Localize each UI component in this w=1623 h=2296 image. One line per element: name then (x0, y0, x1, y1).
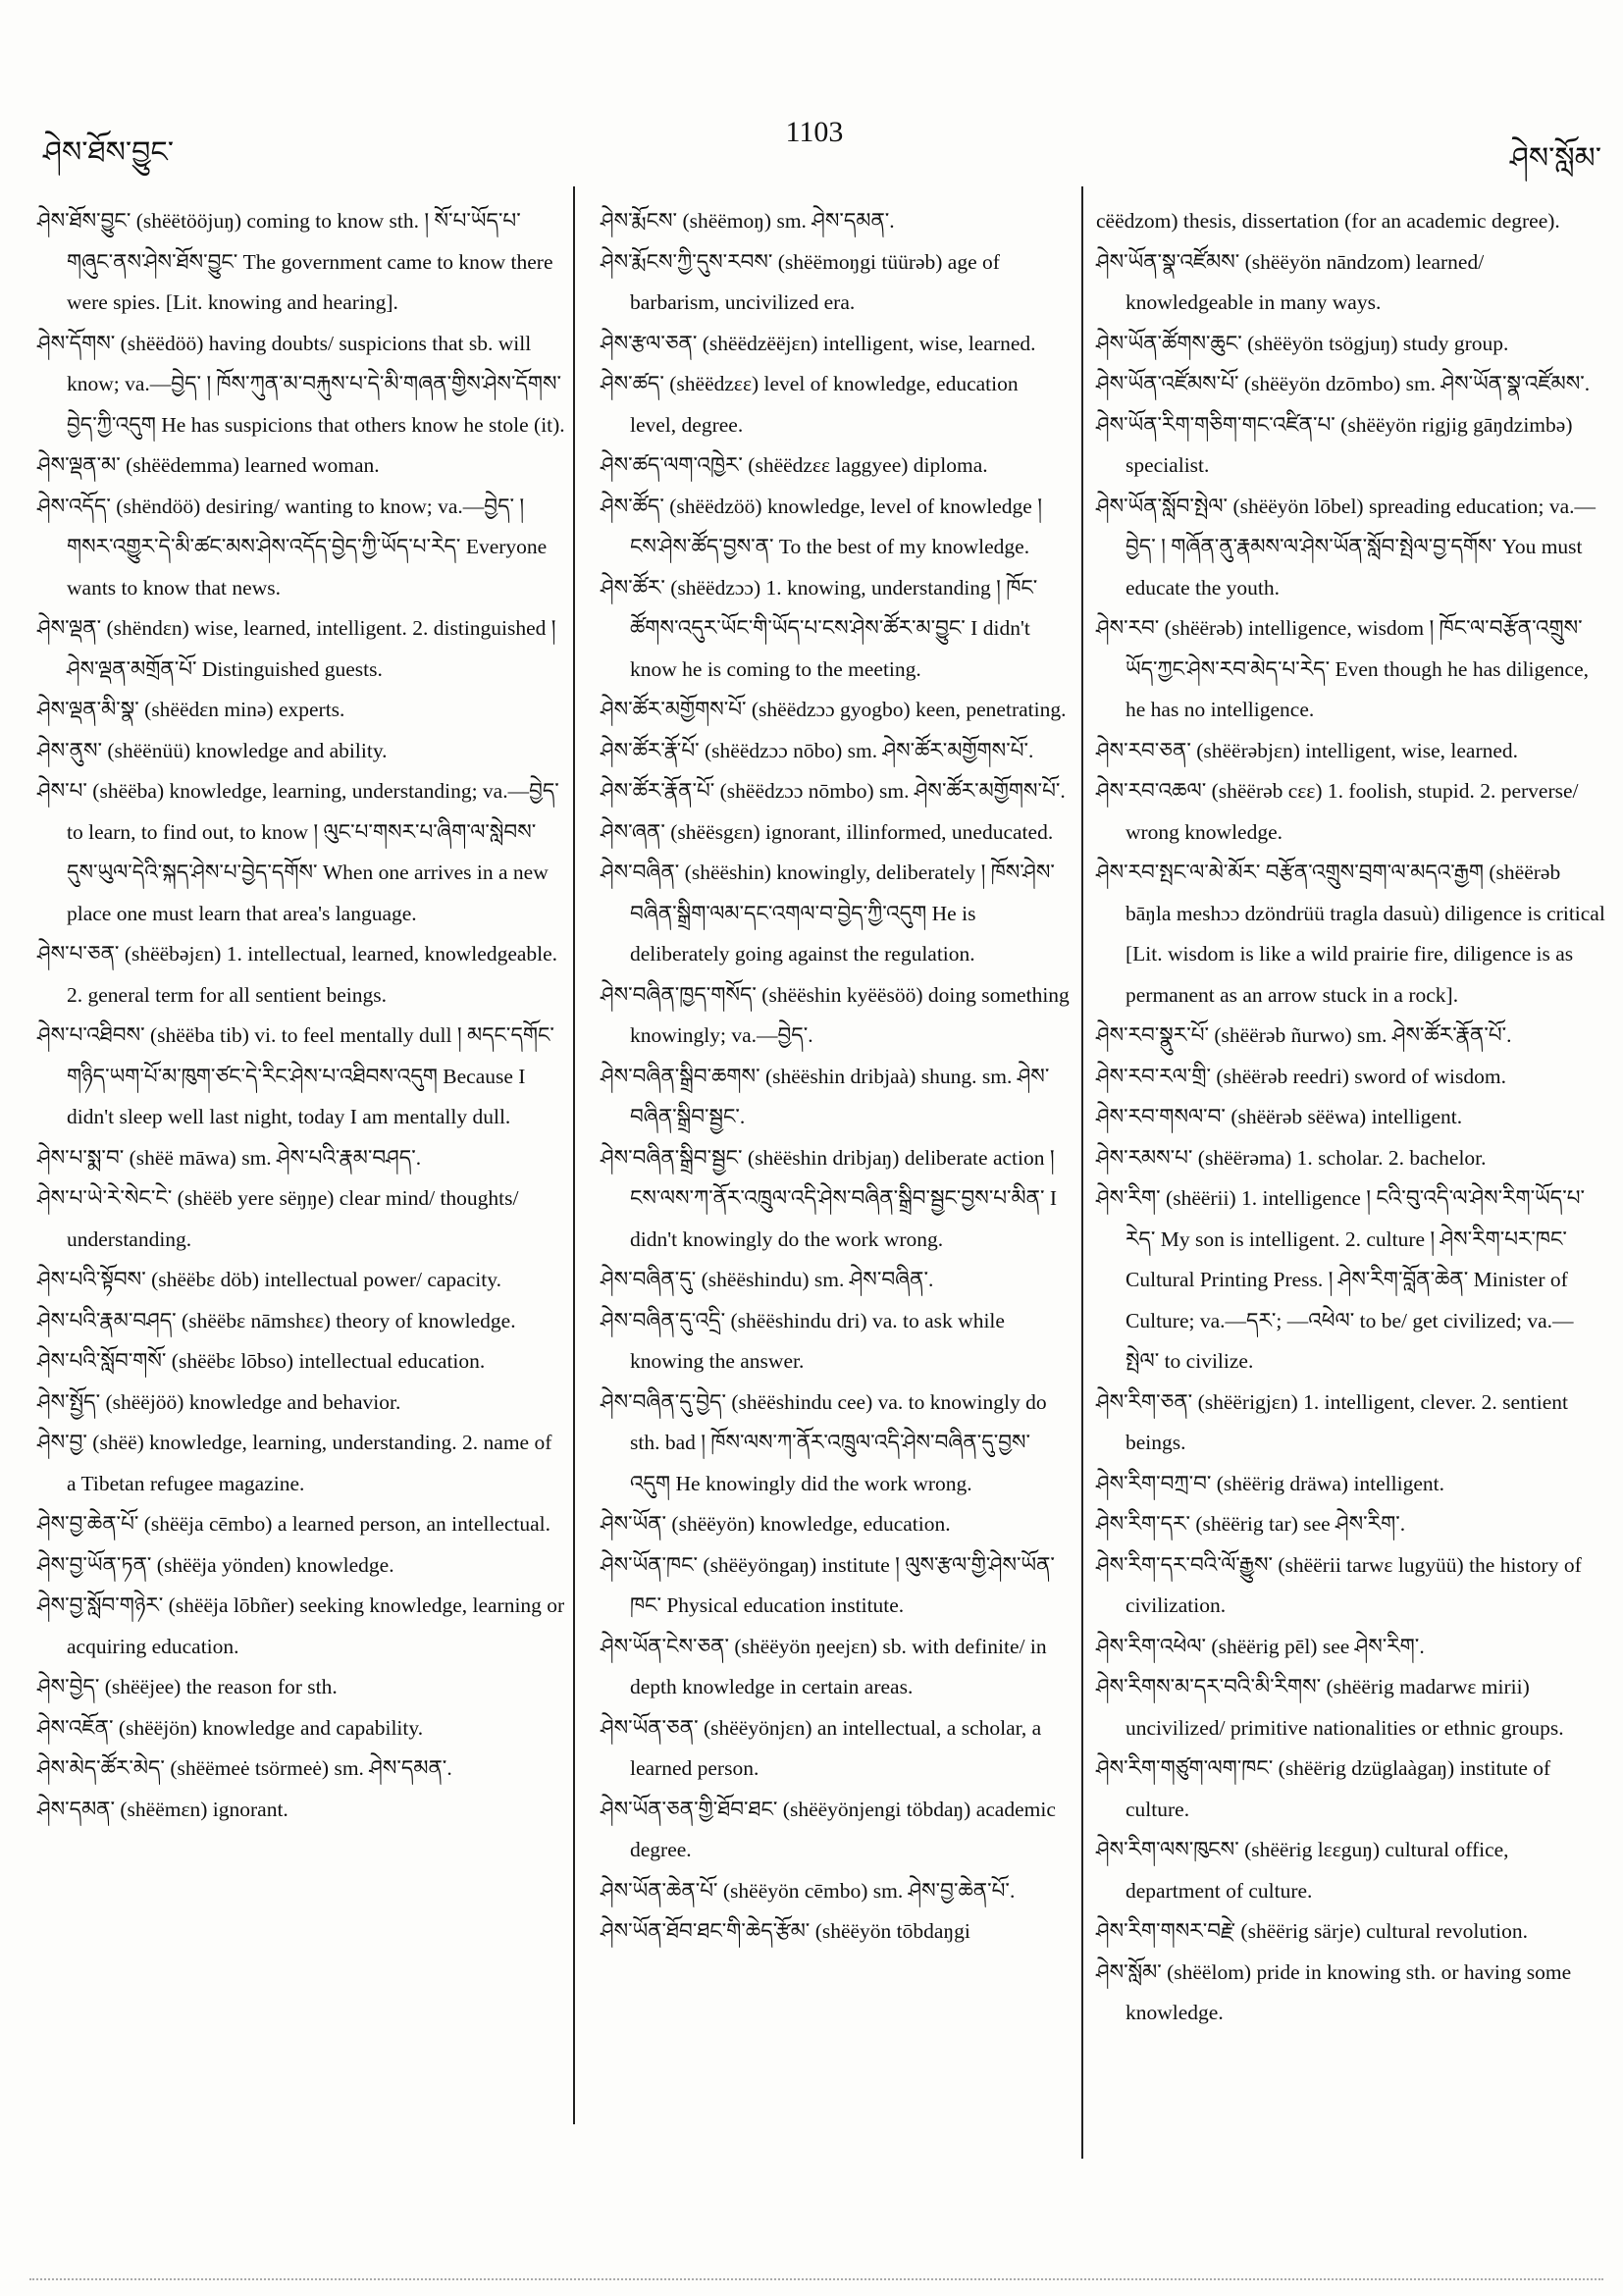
dictionary-entry: ཤེས་བཞིན་དུ་བྱེད་ (shëëshindu cee) va. to knowingly do sth. bad ། ཁོས་ལས་ཀ་ནོར་འཁྲུལ་འདི་ཤེས་བཞིན་དུ་བྱས་འདུག He knowingly did the work wrong. (601, 1389, 1047, 1495)
dictionary-entry: ཤེས་དོགས་ (shëëdöö) having doubts/ suspicions that sb. will know; va.—བྱེད་ ། ཁོས་ཀུན་མ་བརྐུས་པ་དེ་མི་གཞན་གྱིས་ཤེས་དོགས་བྱེད་ཀྱི་འདུག He has suspicions that others know he stole (it). (37, 331, 565, 437)
dictionary-entry: ཤེས་སློམ་ (shëëlom) pride in knowing sth. or having some knowledge. (1096, 1959, 1572, 2024)
dictionary-entry: ཤེས་པ་ (shëëba) knowledge, learning, understanding; va.—བྱེད་ to learn, to find out, to know ། ལུང་པ་གསར་པ་ཞིག་ལ་སླེབས་དུས་ཡུལ་དེའི་སྐད་ཤེས་པ་བྱེད་དགོས་ When one arrives in a new place one must learn that area's language. (37, 779, 559, 925)
dictionary-entry: ཤེས་བྱ་ཆེན་པོ་ (shëëja cēmbo) a learned person, an intellectual. (37, 1512, 551, 1536)
dictionary-entry: ཤེས་བྱ་ཡོན་ཏན་ (shëëja yönden) knowledge. (37, 1552, 394, 1577)
dictionary-entry: ཤེས་རྨོངས་ (shëëmoŋ) sm. ཤེས་དམན་. (601, 209, 895, 233)
dictionary-entry: ཤེས་པ་ཅན་ (shëëbəjɛn) 1. intellectual, learned, knowledgeable. 2. general term for all sentient beings. (37, 942, 558, 1007)
dictionary-entry: ཤེས་རབ་གསལ་བ་ (shëërəb sëëwa) intelligent. (1096, 1105, 1463, 1128)
dictionary-entry: ཤེས་ཡོན་ཁང་ (shëëyöngaŋ) institute ། ལུས་རྩལ་གྱི་ཤེས་ཡོན་ཁང་ Physical education institute. (601, 1552, 1055, 1617)
dictionary-entry: ཤེས་དམན་ (shëëmɛn) ignorant. (37, 1797, 288, 1821)
dictionary-entry: ཤེས་བྱེད་ (shëëjee) the reason for sth. (37, 1675, 338, 1698)
dictionary-entry: ཤེས་རབ་ (shëërəb) intelligence, wisdom ། ཁོང་ལ་བརྩོན་འགྲུས་ཡོད་ཀྱང་ཤེས་རབ་མེད་པ་རེད་ Even though he has diligence, he has no intelligence. (1096, 616, 1590, 721)
dictionary-entry: ཤེས་ཚོར་མགྱོགས་པོ་ (shëëdzɔɔ gyogbo) keen, penetrating. (601, 698, 1067, 721)
dictionary-entry: ཤེས་རམས་པ་ (shëërəma) 1. scholar. 2. bachelor. (1096, 1145, 1487, 1170)
dictionary-entry: ཤེས་ཡོན་ཅན་ (shëëyönjɛn) an intellectual, a scholar, a learned person. (601, 1715, 1042, 1780)
dictionary-entry: ཤེས་མེད་ཚོར་མེད་ (shëëmeė tsörmeė) sm. ཤེས་དམན་. (37, 1756, 452, 1780)
dictionary-entry: ཤེས་བྱ་སློབ་གཉེར་ (shëëja lōbñer) seeking knowledge, learning or acquiring education. (37, 1593, 565, 1658)
dictionary-entry: ཤེས་ཚོར་རྣོན་པོ་ (shëëdzɔɔ nōmbo) sm. ཤེས་ཚོར་མགྱོགས་པོ་. (601, 779, 1066, 803)
dictionary-entry: ཤེས་ཚད་ (shëëdzɛɛ) level of knowledge, education level, degree. (601, 372, 1019, 437)
dictionary-entry: ཤེས་པའི་སྟོབས་ (shëëbɛ döb) intellectual power/ capacity. (37, 1268, 501, 1291)
dictionary-entry: ཤེས་ཡོན་ཅན་གྱི་ཐོབ་ཐང་ (shëëyönjengi töbdaŋ) academic degree. (601, 1797, 1056, 1861)
dictionary-entry: ཤེས་རྩལ་ཅན་ (shëëdzëëjɛn) intelligent, wise, learned. (601, 331, 1036, 355)
right-guide-word: ཤེས་སློམ་ (1509, 142, 1601, 175)
dictionary-entry: ཤེས་ཡོན་ཆེན་པོ་ (shëëyön cēmbo) sm. ཤེས་བྱ་ཆེན་པོ་. (601, 1878, 1016, 1903)
dictionary-entry: ཤེས་རིག་ལས་ཁུངས་ (shëërig lɛɛguŋ) cultural office, department of culture. (1096, 1838, 1509, 1903)
dictionary-entry: ཤེས་རབ་འཆལ་ (shëërəb cɛɛ) 1. foolish, stupid. 2. perverse/ wrong knowledge. (1096, 779, 1579, 844)
dictionary-entry: ཤེས་རིག་དར་བའི་ལོ་རྒྱུས་ (shëërii tarwɛ lugyüü) the history of civilization. (1096, 1552, 1582, 1617)
dictionary-entry: ཤེས་རབ་སྣུར་པོ་ (shëërəb ñurwo) sm. ཤེས་ཚོར་རྣོན་པོ་. (1096, 1023, 1512, 1047)
dictionary-entry: ཤེས་ལྡན་མི་སྣ་ (shëëdɛn minə) experts. (37, 698, 345, 721)
column-divider (573, 186, 575, 2124)
dictionary-entry: ཤེས་བྱ་ (shëë) knowledge, learning, understanding. 2. name of a Tibetan refugee magazine. (37, 1431, 552, 1495)
dictionary-entry: ཤེས་ཐོས་བྱུང་ (shëëtööjuŋ) coming to know sth. ། སོ་པ་ཡོད་པ་གཞུང་ནས་ཤེས་ཐོས་བྱུང་ The government came to know there were spies. [Lit. knowing and hearing]. (37, 209, 553, 314)
dictionary-entry: ཤེས་པ་འཐིབས་ (shëëba tib) vi. to feel mentally dull ། མདང་དགོང་གཉིད་ཡག་པོ་མ་ཁུག་ཙང་དེ་རིང་ཤེས་པ་འཐིབས་འདུག Because I didn't sleep well last night, today I am mentally dull. (37, 1023, 554, 1128)
page-number: 1103 (785, 116, 844, 148)
dictionary-entry: ཤེས་ཡོན་ངེས་ཅན་ (shëëyön ŋeejɛn) sb. with definite/ in depth knowledge in certain areas. (601, 1634, 1047, 1698)
dictionary-entry: cëëdzom) thesis, dissertation (for an academic degree). (1096, 209, 1560, 233)
dictionary-entry: ཤེས་ཡོན་ཚོགས་ཆུང་ (shëëyön tsögjuŋ) study group. (1096, 331, 1509, 355)
dictionary-entry: ཤེས་བཞིན་དུ་ (shëëshindu) sm. ཤེས་བཞིན་. (601, 1268, 934, 1291)
bottom-dotted-line (29, 2278, 1603, 2280)
dictionary-entry: ཤེས་རིག་ཅན་ (shëërigjɛn) 1. intelligent, clever. 2. sentient beings. (1096, 1389, 1568, 1454)
dictionary-entry: ཤེས་ཚོར་ (shëëdzɔɔ) 1. knowing, understanding ། ཁོང་ཚོགས་འདུར་ཡོང་གི་ཡོད་པ་ངས་ཤེས་ཚོར་མ་བྱུང་ I didn't know he is coming to the meeting. (601, 575, 1038, 681)
column-2 (601, 201, 1070, 1953)
dictionary-entry: ཤེས་བཞིན་སྒྲིབ་ཆགས་ (shëëshin dribjaà) shung. sm. ཤེས་བཞིན་སྒྲིབ་སྦྱང་. (601, 1064, 1050, 1128)
dictionary-entry: ཤེས་ལྡན་ (shëndɛn) wise, learned, intelligent. 2. distinguished ། ཤེས་ལྡན་མགྲོན་པོ་ Distinguished guests. (37, 616, 556, 681)
dictionary-entry: ཤེས་བཞིན་སྒྲིབ་སྦྱང་ (shëëshin dribjaŋ) deliberate action ། ངས་ལས་ཀ་ནོར་འཁྲུལ་འདི་ཤེས་བཞིན་སྒྲིབ་སྦྱང་བྱས་པ་མིན་ I didn't knowingly do the work wrong. (601, 1145, 1058, 1251)
dictionary-entry: ཤེས་ཚོད་ (shëëdzöö) knowledge, level of knowledge ། ངས་ཤེས་ཚོད་བྱས་ན་ To the best of my knowledge. (601, 494, 1042, 558)
dictionary-entry: ཤེས་སྤྱོད་ (shëëjöö) knowledge and behavior. (37, 1389, 401, 1414)
dictionary-entry: ཤེས་རིག་དར་ (shëërig tar) see ཤེས་རིག་. (1096, 1512, 1406, 1536)
dictionary-entry: ཤེས་རིག་གཙུག་ལག་ཁང་ (shëërig dzüglaàgaŋ) institute of culture. (1096, 1756, 1551, 1821)
dictionary-entry: ཤེས་འདོད་ (shëndöö) desiring/ wanting to know; va.—བྱེད་ ། གསར་འགྱུར་དེ་མི་ཚང་མས་ཤེས་འདོད་བྱེད་ཀྱི་ཡོད་པ་རེད་ Everyone wants to know that news. (37, 494, 548, 600)
dictionary-entry: ཤེས་ཚོར་རྣོ་པོ་ (shëëdzɔɔ nōbo) sm. ཤེས་ཚོར་མགྱོགས་པོ་. (601, 738, 1034, 762)
column-1 (37, 201, 565, 1830)
dictionary-entry: ཤེས་རབ་ཅན་ (shëërəbjɛn) intelligent, wise, learned. (1096, 738, 1519, 762)
dictionary-entry: ཤེས་ནུས་ (shëënüü) knowledge and ability. (37, 738, 388, 762)
dictionary-entry: ཤེས་པའི་རྣམ་བཤད་ (shëëbɛ nāmshɛɛ) theory of knowledge. (37, 1308, 516, 1332)
dictionary-entry: ཤེས་ཡོན་སློབ་སྤེལ་ (shëëyön lōbel) spreading education; va.—བྱེད་ ། གཞོན་ནུ་རྣམས་ལ་ཤེས་ཡོན་སློབ་སྤེལ་བྱ་དགོས་ You must educate the youth. (1096, 494, 1597, 600)
dictionary-entry: ཤེས་རབ་རལ་གྲི་ (shëërəb reedri) sword of wisdom. (1096, 1064, 1506, 1088)
dictionary-entry: ཤེས་རིག་འཕེལ་ (shëërig pēl) see ཤེས་རིག་. (1096, 1634, 1425, 1658)
dictionary-entry: ཤེས་ཞན་ (shëësgɛn) ignorant, illinformed, uneducated. (601, 819, 1054, 844)
dictionary-entry: ཤེས་རིག་བཀྲ་བ་ (shëërig dräwa) intelligent. (1096, 1471, 1444, 1495)
dictionary-entry: ཤེས་བཞིན་ (shëëshin) knowingly, deliberately ། ཁོས་ཤེས་བཞིན་སྒྲིག་ལམ་དང་འགལ་བ་བྱེད་ཀྱི་འདུག He is deliberately going against the regulation. (601, 861, 1055, 965)
dictionary-entry: ཤེས་པ་སྨ་བ་ (shëë māwa) sm. ཤེས་པའི་རྣམ་བཤད་. (37, 1145, 422, 1170)
dictionary-entry: ཤེས་ཡོན་སྣ་འཛོམས་ (shëëyön nāndzom) learned/ knowledgeable in many ways. (1096, 249, 1485, 314)
dictionary-entry: ཤེས་རིག་ (shëërii) 1. intelligence ། ངའི་བུ་འདི་ལ་ཤེས་རིག་ཡོད་པ་རེད་ My son is intelligent. 2. culture ། ཤེས་རིག་པར་ཁང་ Cultural Printing Press. ། ཤེས་རིག་བློན་ཆེན་ Minister of Culture; va.—དར་; —འཕེལ་ to be/ get civilized; va.—སྤེལ་ to civilize. (1096, 1186, 1586, 1373)
dictionary-entry: ཤེས་ཡོན་འཛོམས་པོ་ (shëëyön dzōmbo) sm. ཤེས་ཡོན་སྣ་འཛོམས་. (1096, 372, 1591, 395)
dictionary-entry: ཤེས་པའི་སློབ་གསོ་ (shëëbɛ lōbso) intellectual education. (37, 1349, 486, 1373)
column-3 (1096, 201, 1606, 2034)
dictionary-entry: ཤེས་ལྡན་མ་ (shëëdemma) learned woman. (37, 453, 380, 477)
left-guide-word: ཤེས་ཐོས་བྱུང་ (43, 136, 175, 169)
dictionary-entry: ཤེས་བཞིན་ཁྱད་གསོད་ (shëëshin kyëësöö) doing something knowingly; va.—བྱེད་. (601, 982, 1070, 1047)
dictionary-entry: ཤེས་ཡོན་ཐོབ་ཐང་གི་ཆེད་རྩོམ་ (shëëyön tōbdaŋgi (601, 1919, 970, 1943)
dictionary-entry: ཤེས་འཇོན་ (shëëjön) knowledge and capability. (37, 1715, 424, 1740)
column-divider (1081, 186, 1083, 2159)
dictionary-entry: ཤེས་བཞིན་དུ་འདྲི་ (shëëshindu dri) va. to ask while knowing the answer. (601, 1308, 1005, 1373)
dictionary-entry: ཤེས་རིག་གསར་བརྗེ་ (shëërig särje) cultural revolution. (1096, 1919, 1528, 1943)
dictionary-entry: ཤེས་ཡོན་ (shëëyön) knowledge, education. (601, 1512, 951, 1536)
dictionary-entry: ཤེས་རབ་སྤང་ལ་མེ་མོར་ བརྩོན་འགྲུས་བྲག་ལ་མདའ་རྒྱག (shëërəb bāŋla meshɔɔ dzöndrüü tragla dasuù) diligence is critical [Lit. wisdom is like a wild prairie fire, diligence is as permanent as an arrow stuck in a rock]. (1096, 861, 1605, 1007)
dictionary-entry: ཤེས་པ་ཡེ་རེ་སེང་ངེ་ (shëëb yere sëŋŋe) clear mind/ thoughts/ understanding. (37, 1186, 519, 1251)
dictionary-entry: ཤེས་ཚད་ལག་འཁྱེར་ (shëëdzɛɛ laggyee) diploma. (601, 453, 988, 477)
dictionary-entry: ཤེས་རིགས་མ་དར་བའི་མི་རིགས་ (shëërig madarwɛ mirii) uncivilized/ primitive nationalities or ethnic groups. (1096, 1675, 1564, 1740)
dictionary-entry: ཤེས་རྨོངས་ཀྱི་དུས་རབས་ (shëëmoŋgi tüürəb) age of barbarism, uncivilized era. (601, 249, 1000, 314)
dictionary-entry: ཤེས་ཡོན་རིག་གཅིག་གང་འཛིན་པ་ (shëëyön rigjig gāŋdzimbə) specialist. (1096, 412, 1573, 477)
